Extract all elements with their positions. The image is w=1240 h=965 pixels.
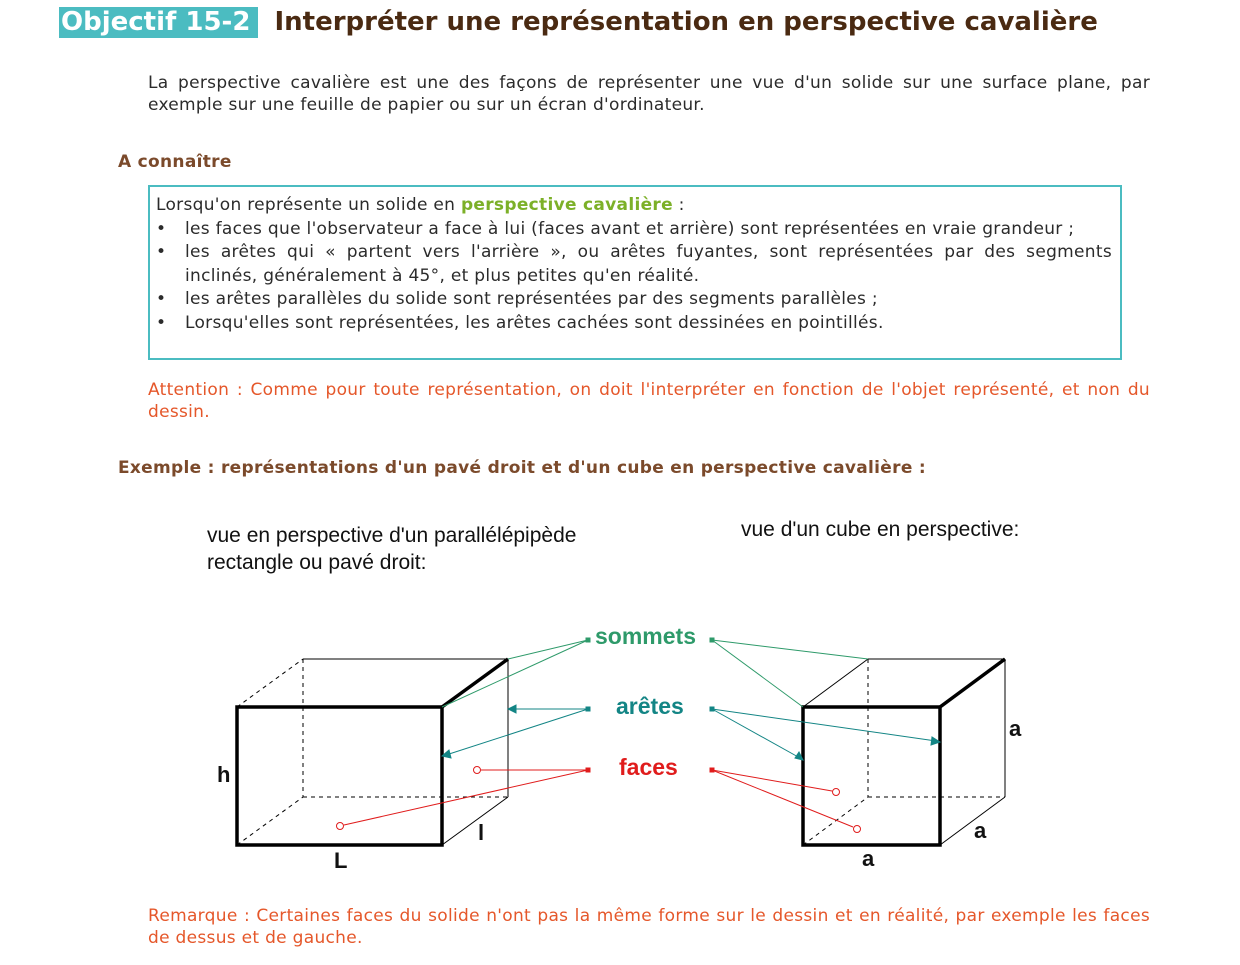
bullet: • [156,218,167,239]
aretes-pointer-origin-left [586,707,590,711]
faces-pointer-end-left-1 [474,767,481,774]
faces-pointer-right-1 [712,770,832,791]
lead-colon: : [672,195,685,215]
aretes-pointer-origin-right [710,707,714,711]
sommets-pointer-right-1 [712,640,868,659]
cuboid-drawing [237,659,508,845]
lead-text: Lorsqu'on représente un solide en [156,195,461,215]
right-caption: vue d'un cube en perspective: [741,518,1020,541]
left-caption-line1: vue en perspective d'un parallélépipède [207,524,577,547]
cube-receding-edge-bottom-right [940,797,1005,845]
aretes-pointer-right-1 [712,709,936,741]
section-heading-a-connaitre: A connaître [118,152,232,172]
objective-badge: Objectif 15-2 [59,7,258,38]
faces-pointer-end-left-2 [337,823,344,830]
sommets-pointer-right-2 [712,640,803,707]
receding-edge-top-left [237,659,303,707]
faces-pointers [337,767,861,833]
cube-receding-edge-top-left [803,659,868,707]
sommets-pointer-origin-right [710,638,714,642]
dimension-a-right-label: a [1009,716,1022,741]
receding-edge-top-right [442,659,508,707]
section-heading-exemple: Exemple : représentations d'un pavé droit et d'un cube en perspective cavalière : [118,458,926,478]
dimension-l-label: l [478,820,485,845]
dimension-h-label: h [217,762,231,787]
sommets-pointer-left-1 [508,640,588,659]
faces-pointer-origin-right [710,768,714,772]
dimension-a-depth-label: a [974,818,987,843]
faces-pointer-left-2 [344,770,588,825]
sommets-pointer-left-2 [442,640,588,707]
page-title: Interpréter une représentation en perspective cavalière [274,7,1098,37]
front-face [237,707,442,845]
highlight-term: perspective cavalière [460,195,673,215]
aretes-label: arêtes [616,693,684,719]
aretes-pointers [442,705,940,760]
dimension-a-bottom-label: a [862,846,875,871]
dimension-L-label: L [334,848,348,873]
bullet: • [156,312,167,333]
faces-pointer-end-right-2 [854,826,861,833]
list-item-text: Lorsqu'elles sont représentées, les arêtes cachées sont dessinées en pointillés. [185,312,884,333]
aretes-pointer-right-2 [712,709,800,758]
remarque-note: Remarque : Certaines faces du solide n'ont pas la même forme sur le dessin et en réalité, par exemple les faces de dessus et de gauche. [148,906,1150,948]
aretes-pointer-left-2 [446,709,588,755]
sommets-label: sommets [595,623,696,649]
bullet: • [156,242,167,262]
left-caption-line2: rectangle ou pavé droit: [207,551,427,574]
faces-pointer-end-right-1 [833,789,840,796]
faces-label: faces [619,754,678,780]
list-item-text: les arêtes qui « partent vers l'arrière », ou arêtes fuyantes, sont représentées par des segments inclinés, généralement à 45°, et plus petites qu'en réalité. [185,242,1112,286]
cube-front-face [803,707,940,845]
intro-paragraph: La perspective cavalière est une des façons de représenter une vue d'un solide sur une surface plane, par exemple sur une feuille de papier ou sur un écran d'ordinateur. [148,73,1150,115]
list-item-text: les faces que l'observateur a face à lui (faces avant et arrière) sont représentées en vraie grandeur ; [185,218,1075,239]
aretes-arrowhead-left-1 [508,705,516,713]
receding-edge-bottom-right [442,797,508,845]
hidden-receding-edge-bottom-left [237,797,303,845]
list-item-text: les arêtes parallèles du solide sont représentées par des segments parallèles ; [185,289,878,309]
attention-note: Attention : Comme pour toute représentation, on doit l'interpréter en fonction de l'objet représenté, et non du dessin. [148,380,1150,422]
sommets-pointer-origin-left [586,638,590,642]
cube-receding-edge-top-right [940,659,1005,707]
faces-pointer-origin-left [586,768,590,772]
cube-hidden-receding-edge-bottom-left [803,797,868,845]
faces-pointer-right-2 [712,770,853,827]
bullet: • [156,289,167,309]
